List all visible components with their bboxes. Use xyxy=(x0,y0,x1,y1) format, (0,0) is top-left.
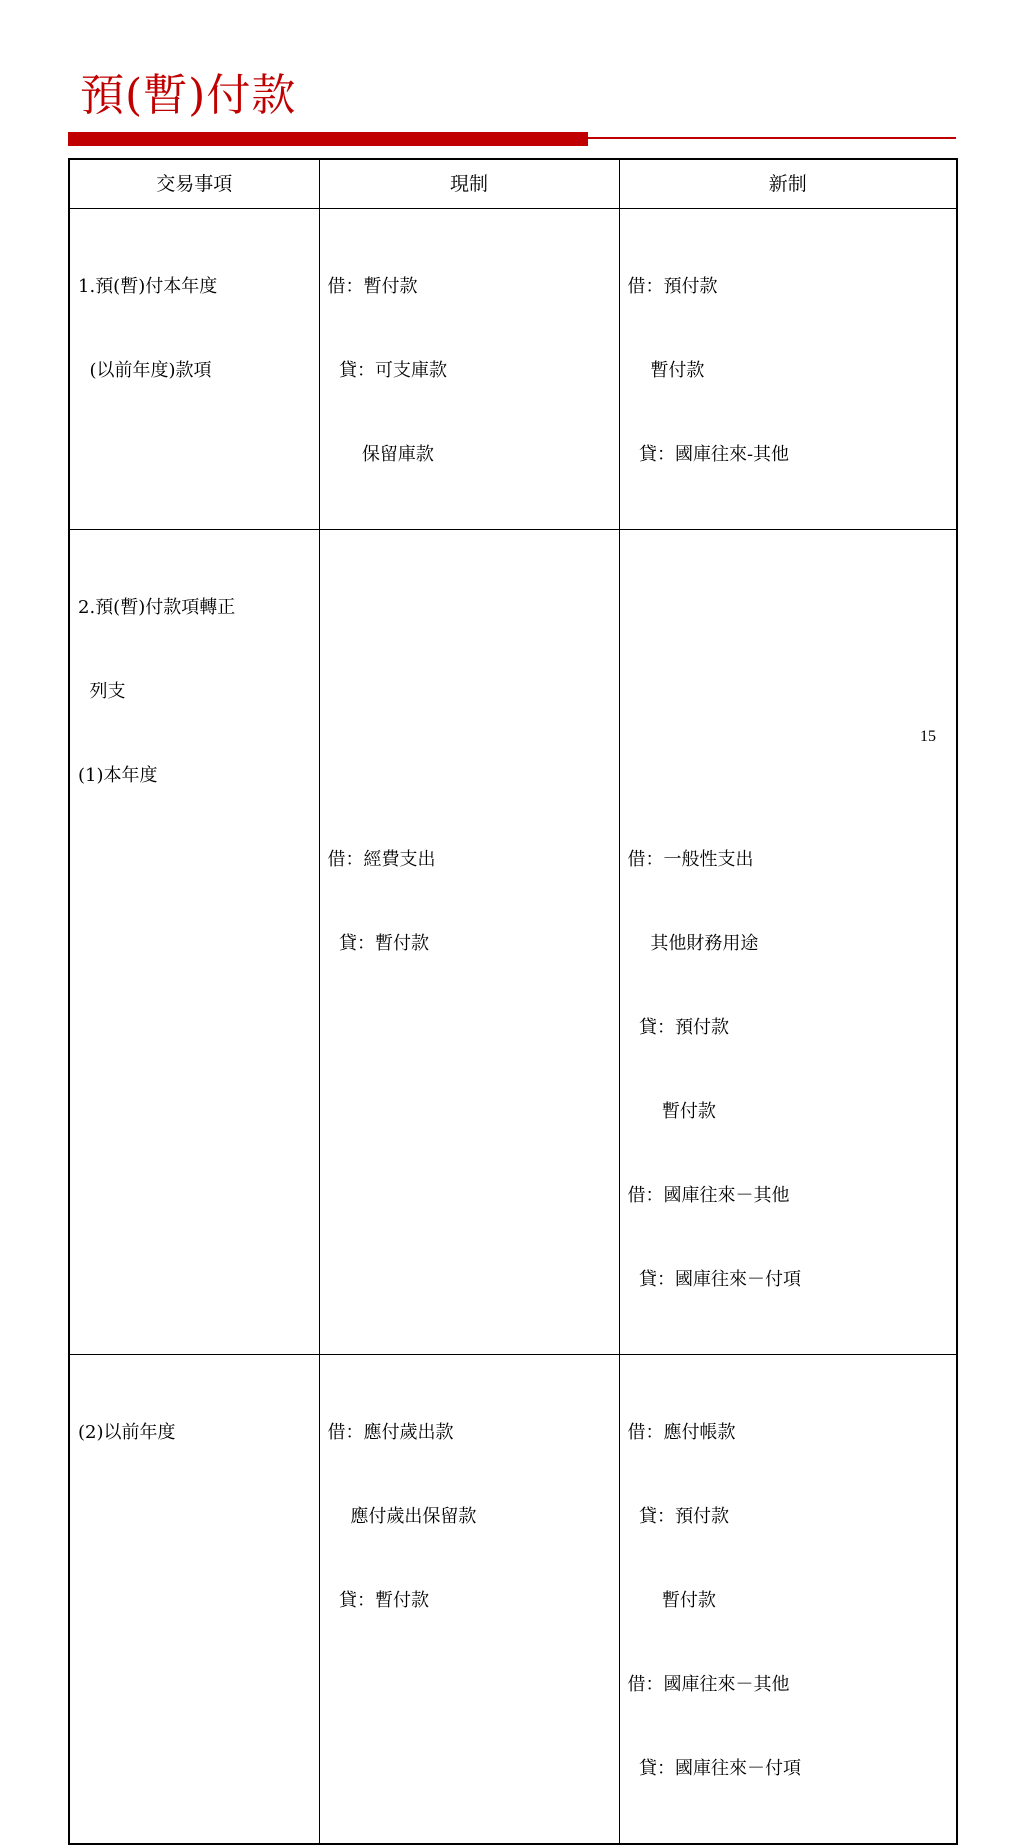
cell-line xyxy=(328,678,611,706)
title-underline-thin xyxy=(588,137,956,139)
cell-line: 其他財務用途 xyxy=(627,933,759,954)
cell-line: 暫付款 xyxy=(627,1590,716,1611)
slide-title: 預(暫)付款 xyxy=(80,70,297,121)
cell-new-system xyxy=(619,530,957,1355)
cell-line: 貸：可支庫款 xyxy=(327,360,447,381)
cell-line: (以前年度)款項 xyxy=(78,360,212,381)
table-row xyxy=(69,530,957,1355)
cell-line: (1)本年度 xyxy=(78,765,158,786)
cell-line: 貸：暫付款 xyxy=(327,933,429,954)
cell-line: 借：國庫往來－其他 xyxy=(627,1674,790,1695)
cell-line: 借：應付帳款 xyxy=(627,1422,736,1443)
cell-line: 借：預付款 xyxy=(627,276,718,297)
comparison-table xyxy=(68,158,958,1845)
cell-line: 應付歲出保留款 xyxy=(327,1506,477,1527)
page-number: 15 xyxy=(920,728,936,745)
cell-new-system xyxy=(619,1355,957,1845)
cell-line xyxy=(628,678,949,706)
cell-line: 借：應付歲出款 xyxy=(327,1422,454,1443)
cell-line xyxy=(328,762,611,790)
header-transaction: 交易事項 xyxy=(69,159,319,209)
table-row xyxy=(69,209,957,530)
cell-line: 貸：國庫往來-其他 xyxy=(627,444,790,465)
cell-transaction xyxy=(69,530,319,1355)
cell-line: 1.預(暫)付本年度 xyxy=(78,276,218,297)
cell-line: 借：經費支出 xyxy=(327,849,436,870)
cell-current-system xyxy=(319,209,619,530)
cell-line: 列支 xyxy=(78,681,126,702)
cell-line: 借：暫付款 xyxy=(327,276,418,297)
cell-line: 暫付款 xyxy=(627,360,705,381)
cell-line xyxy=(328,594,611,622)
cell-line: 貸：國庫往來－付項 xyxy=(627,1758,801,1779)
cell-line: 貸：預付款 xyxy=(627,1017,729,1038)
cell-line xyxy=(628,762,949,790)
cell-line: (2)以前年度 xyxy=(78,1422,176,1443)
cell-line: 保留庫款 xyxy=(327,444,434,465)
title-underline-thick xyxy=(68,132,588,146)
cell-line: 借：國庫往來－其他 xyxy=(627,1185,790,1206)
cell-new-system xyxy=(619,209,957,530)
table-row xyxy=(69,1355,957,1845)
cell-line: 借：一般性支出 xyxy=(627,849,754,870)
cell-line: 貸：暫付款 xyxy=(327,1590,429,1611)
cell-current-system xyxy=(319,1355,619,1845)
cell-current-system xyxy=(319,530,619,1355)
cell-transaction xyxy=(69,209,319,530)
cell-line: 2.預(暫)付款項轉正 xyxy=(78,597,236,618)
cell-transaction xyxy=(69,1355,319,1845)
cell-line xyxy=(628,594,949,622)
cell-line: 貸：預付款 xyxy=(627,1506,729,1527)
cell-line: 貸：國庫往來－付項 xyxy=(627,1269,801,1290)
header-current-system: 現制 xyxy=(319,159,619,209)
header-new-system: 新制 xyxy=(619,159,957,209)
table-header-row xyxy=(69,159,957,209)
cell-line: 暫付款 xyxy=(627,1101,716,1122)
